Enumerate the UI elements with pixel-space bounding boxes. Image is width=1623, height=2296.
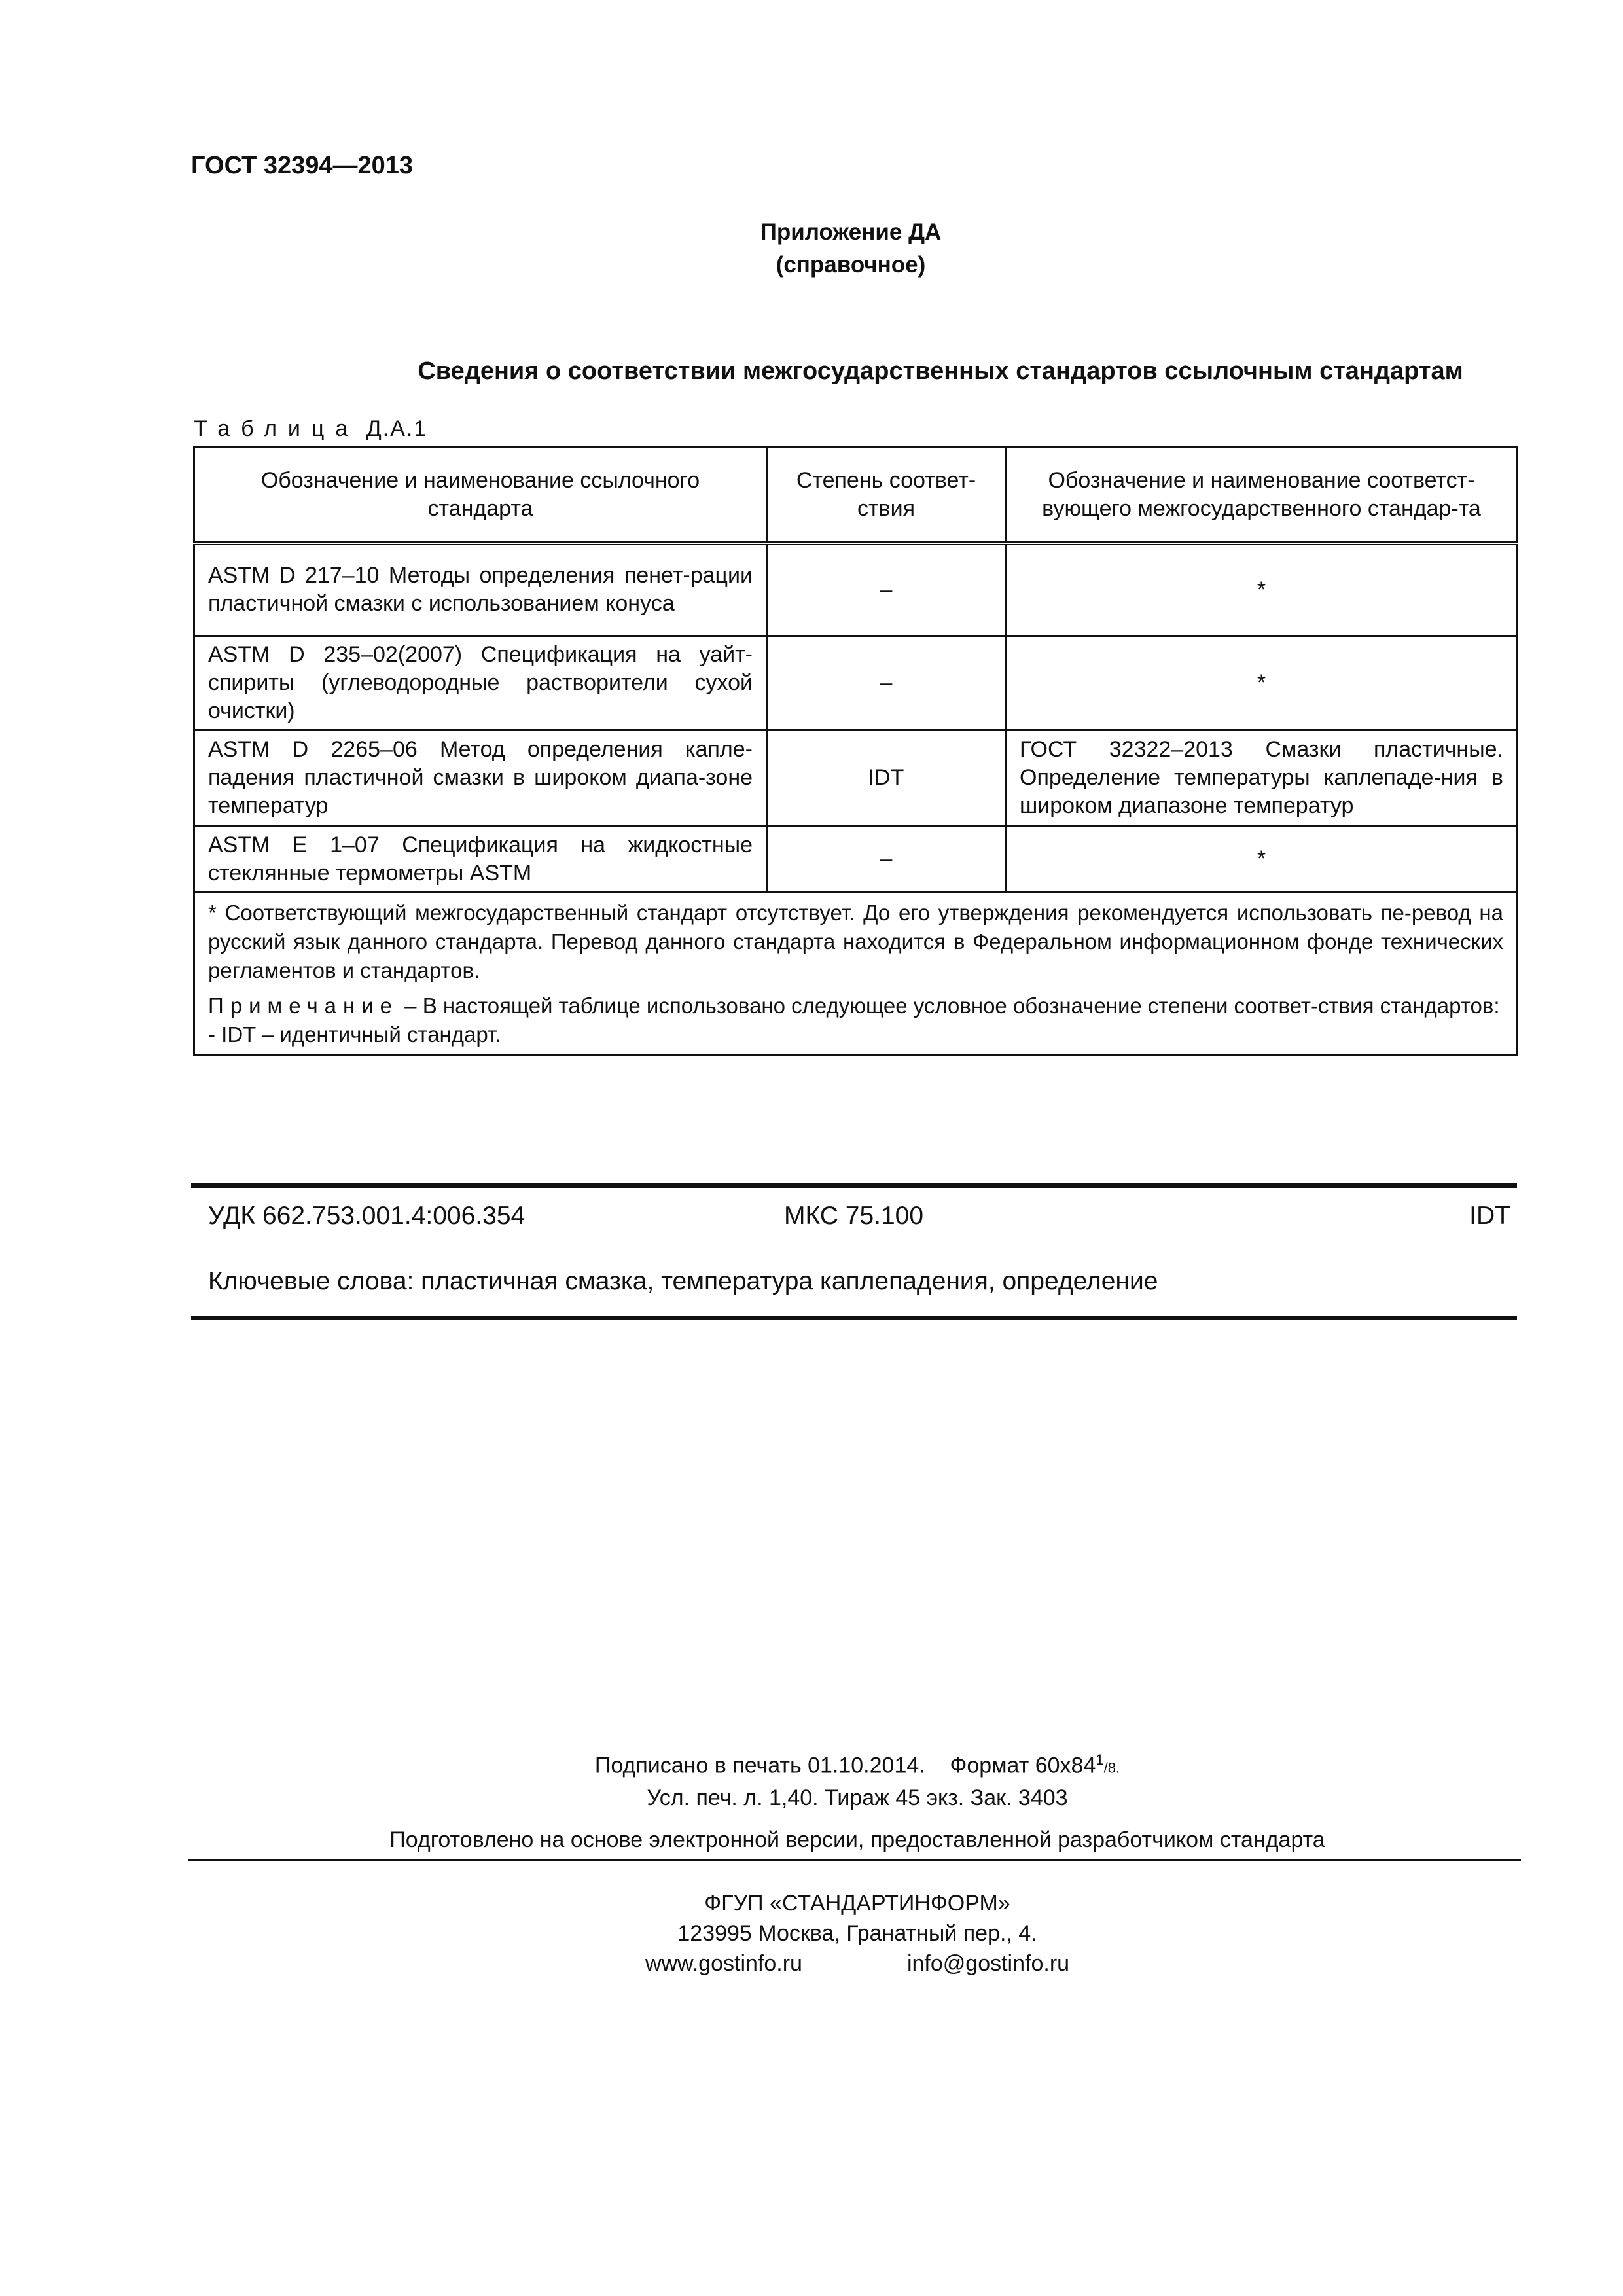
degree-cell: – (767, 636, 1006, 730)
table-label-word: Таблица (194, 416, 359, 441)
print-format-sub: /8. (1103, 1759, 1120, 1776)
section-title: Сведения о соответствии межгосударственных стандартов ссылочным стандартам (418, 357, 1463, 385)
reference-standard-cell: ASTM D 235–02(2007) Спецификация на уайт-спириты (углеводородные растворители сухой очистки) (194, 636, 767, 730)
column-header-degree: Степень соответ-ствия (767, 448, 1006, 543)
gost-cell: ГОСТ 32322–2013 Смазки пластичные. Определение температуры каплепаде-ния в широком диапазоне температур (1006, 730, 1518, 826)
table-header-row (194, 448, 1518, 543)
reference-standard-cell: ASTM E 1–07 Спецификация на жидкостные стеклянные термометры ASTM (194, 826, 767, 893)
table-row (194, 826, 1518, 893)
column-header-gost: Обозначение и наименование соответст-вующего межгосударственного стандар-та (1006, 448, 1518, 543)
reference-standards-table (193, 446, 1518, 1056)
imprint-rule (188, 1859, 1521, 1861)
publisher-block (0, 1888, 1623, 1979)
degree-cell: – (767, 543, 1006, 636)
document-code: ГОСТ 32394—2013 (191, 152, 414, 179)
publisher-name: ФГУП «СТАНДАРТИНФОРМ» (704, 1891, 1010, 1916)
print-format: Формат 60x84 (950, 1753, 1096, 1778)
table-label-number: Д.А.1 (366, 416, 428, 441)
appendix-heading (0, 216, 1623, 281)
degree-cell: – (767, 826, 1006, 893)
table-note-item: - IDT – идентичный стандарт. (208, 1022, 501, 1047)
table-footnote-cell (194, 893, 1518, 1056)
keywords: Ключевые слова: пластичная смазка, температура каплепадения, определение (208, 1267, 1158, 1295)
table-footnote-row (194, 893, 1518, 1056)
table-footnote: * Соответствующий межгосударственный стандарт отсутствует. До его утверждения рекомендуется использовать пе-ревод на русский язык данного стандарта. Перевод данного стандарта находится в Федеральном информационном фонде технических регламентов и стандартов. (208, 901, 1503, 982)
print-details: Усл. печ. л. 1,40. Тираж 45 экз. Зак. 3403 (647, 1785, 1068, 1811)
column-header-reference: Обозначение и наименование ссылочного стандарта (194, 448, 767, 543)
publisher-contacts (0, 1948, 1623, 1979)
classification-top-rule (191, 1183, 1517, 1188)
table-label (194, 416, 427, 442)
appendix-title: Приложение ДА (760, 219, 942, 245)
publisher-email-link[interactable]: info@gostinfo.ru (906, 1951, 1070, 1976)
reference-standard-cell: ASTM D 2265–06 Метод определения капле-падения пластичной смазки в широком диапа-зоне температур (194, 730, 767, 826)
gost-cell: * (1006, 636, 1518, 730)
table-row (194, 543, 1518, 636)
table-row (194, 730, 1518, 826)
print-signed-date: Подписано в печать 01.10.2014. (594, 1753, 925, 1778)
gost-cell: * (1006, 543, 1518, 636)
publisher-website-link[interactable]: www.gostinfo.ru (645, 1951, 802, 1976)
reference-standard-cell: ASTM D 217–10 Методы определения пенет-рации пластичной смазки с использованием конуса (194, 543, 767, 636)
gost-cell: * (1006, 826, 1518, 893)
table-note-text: – В настоящей таблице использовано следующее условное обозначение степени соответ-ствия стандартов: (399, 994, 1500, 1018)
appendix-type: (справочное) (776, 252, 926, 278)
degree-cell: IDT (767, 730, 1006, 826)
print-signed-line (0, 1745, 1623, 1783)
prepared-note: Подготовлено на основе электронной версии, предоставленной разработчиком стандарта (389, 1827, 1325, 1852)
table-note (208, 992, 1503, 1020)
classification-bottom-rule (191, 1316, 1517, 1320)
print-info (0, 1745, 1623, 1813)
mks-code: МКС 75.100 (784, 1202, 924, 1230)
udk-code: УДК 662.753.001.4:006.354 (208, 1202, 526, 1230)
print-format-sup: 1 (1096, 1751, 1104, 1768)
table-note-label: Примечание (208, 994, 399, 1018)
degree-code: IDT (1469, 1202, 1510, 1230)
publisher-address: 123995 Москва, Гранатный пер., 4. (677, 1921, 1037, 1946)
table-row (194, 636, 1518, 730)
